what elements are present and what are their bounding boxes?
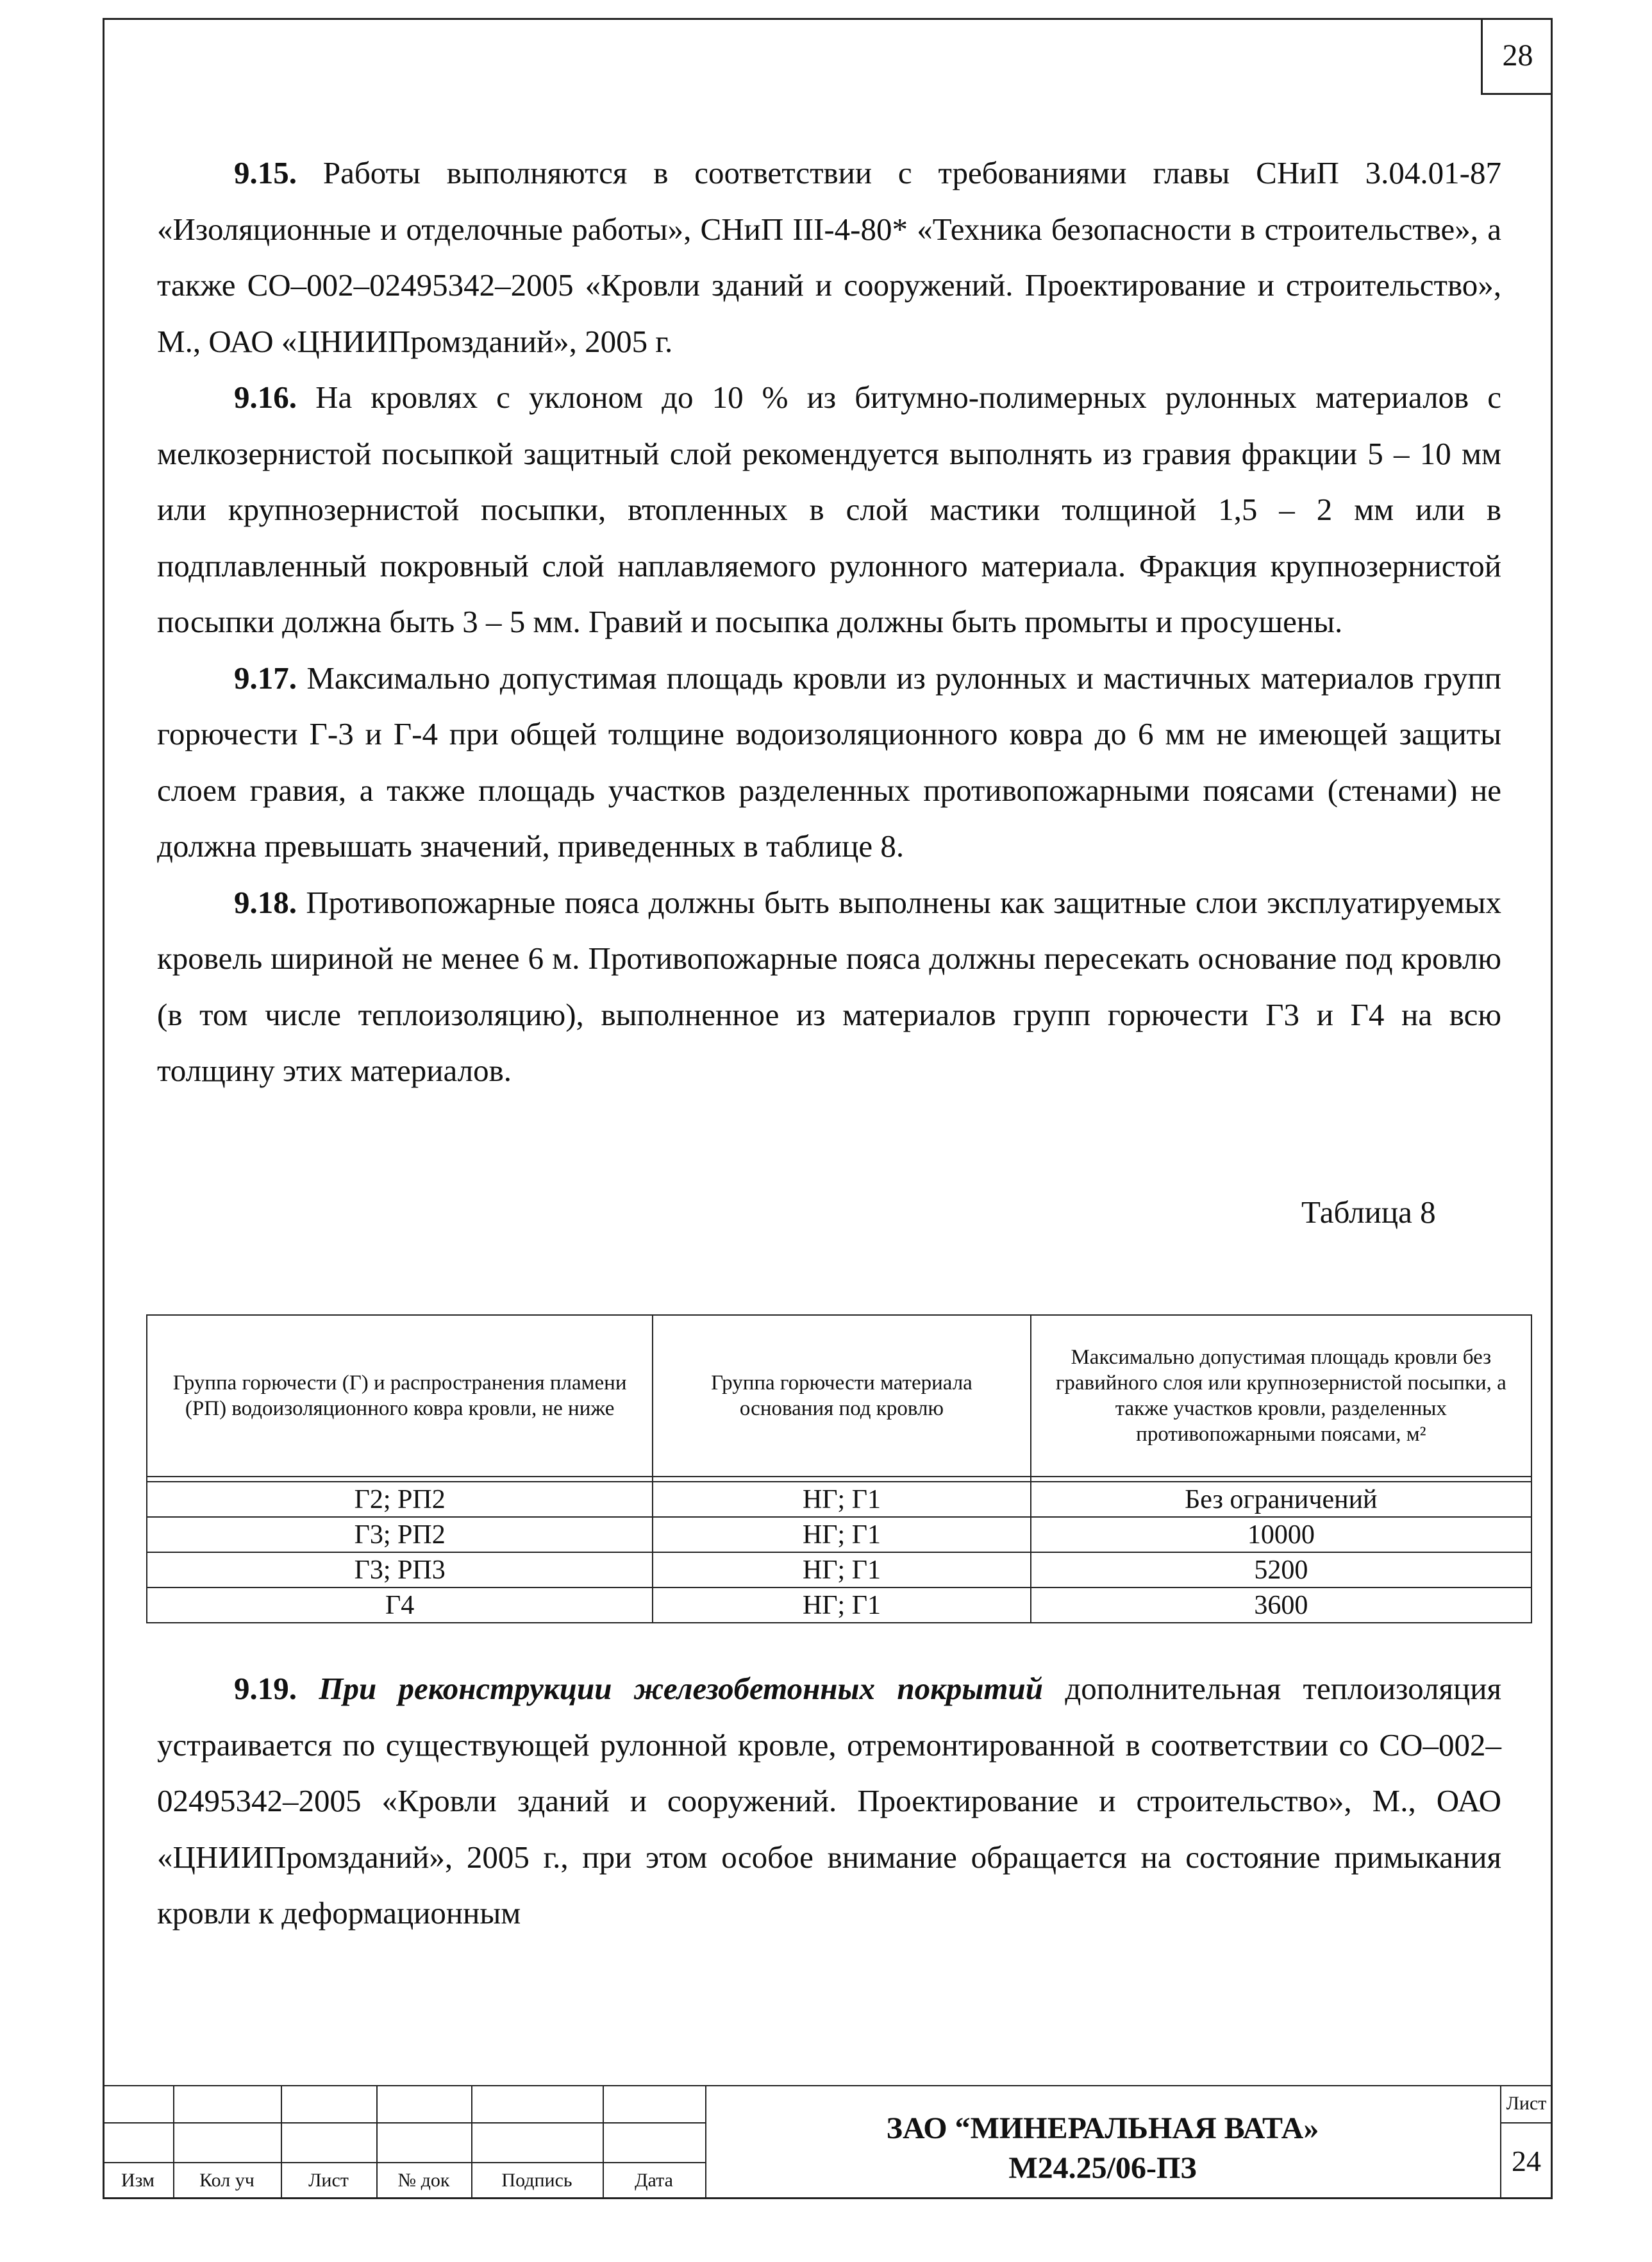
section-number: 9.19.: [234, 1671, 297, 1706]
title-block: [103, 2085, 1553, 2199]
section-number: 9.18.: [234, 884, 297, 920]
paragraph-9-18: 9.18. Противопожарные пояса должны быть выполнены как защитные слои эксплуатируемых кровель шириной не менее 6 м. Противопожарные пояса должны пересекать основание под кровлю (в том числе теплоизоляцию), выполненное из материалов групп горючести Г3 и Г4 на всю толщину этих материалов.: [157, 884, 1501, 1088]
table-row: Г3; РП3 НГ; Г1 5200: [147, 1552, 1531, 1588]
table-row: Г3; РП2 НГ; Г1 10000: [147, 1517, 1531, 1552]
table-row: Г2; РП2 НГ; Г1 Без ограничений: [147, 1482, 1531, 1517]
sheet-number: 24: [1512, 2144, 1541, 2177]
main-text-continued: [157, 1661, 1501, 1941]
section-number: 9.16.: [234, 380, 297, 415]
table-row: Г4 НГ; Г1 3600: [147, 1588, 1531, 1623]
paragraph-9-15: 9.15. Работы выполняются в соответствии с требованиями главы СНиП 3.04.01-87 «Изоляционные и отделочные работы», СНиП III-4-80* «Техника безопасности в строительстве», а также СО–002–02495342–2005 «Кровли зданий и сооружений. Проектирование и строительство», М., ОАО «ЦНИИПромзданий», 2005 г.: [157, 155, 1501, 359]
header-roof-class: Группа горючести (Г) и распространения пламени (РП) водоизоляционного ковра кровли, не ниже: [147, 1315, 653, 1477]
stamp-label: № док: [397, 2170, 450, 2191]
header-max-area: Максимально допустимая площадь кровли без гравийного слоя или крупнозернистой посыпки, а также участков кровли, разделенных противопожарными поясами, м²: [1031, 1315, 1531, 1477]
main-text: [157, 145, 1501, 1099]
sheet-label: Лист: [1506, 2093, 1547, 2114]
section-number: 9.17.: [234, 660, 297, 696]
emphasis-text: При реконструкции железобетонных покрытий: [319, 1671, 1044, 1706]
stamp-label: Изм: [121, 2170, 155, 2191]
organization-name: ЗАО “МИНЕРАЛЬНАЯ ВАТА»: [886, 2111, 1319, 2145]
table-8: [146, 1314, 1532, 1623]
paragraph-9-17: 9.17. Максимально допустимая площадь кровли из рулонных и мастичных материалов групп горючести Г-3 и Г-4 при общей толщине водоизоляционного ковра до 6 мм не имеющей защиты слоем гравия, а также площадь участков разделенных противопожарными поясами (стенами) не должна превышать значений, приведенных в таблице 8.: [157, 660, 1501, 864]
section-number: 9.15.: [234, 155, 297, 190]
table-separator: [147, 1477, 1531, 1482]
page-number: 28: [1481, 18, 1553, 95]
paragraph-9-19: 9.19. При реконструкции железобетонных покрытий дополнительная теплоизоляция устраивается по существующей рулонной кровле, отремонтированной в соответствии со СО–002–02495342–2005 «Кровли зданий и сооружений. Проектирование и строительство», М., ОАО «ЦНИИПромзданий», 2005 г., при этом особое внимание обращается на состояние примыкания кровли к деформационным: [157, 1671, 1502, 1931]
stamp-label: Лист: [308, 2170, 349, 2191]
paragraph-9-16: 9.16. На кровлях с уклоном до 10 % из битумно-полимерных рулонных материалов с мелкозернистой посыпкой защитный слой рекомендуется выполнять из гравия фракции 5 – 10 мм или крупнозернистой посыпки, втопленных в слой мастики толщиной 1,5 – 2 мм или в подплавленный покровный слой наплавляемого рулонного материала. Фракция крупнозернистой посыпки должна быть 3 – 5 мм. Гравий и посыпка должны быть промыты и просушены.: [157, 380, 1501, 639]
table-caption: Таблица 8: [1301, 1194, 1436, 1230]
stamp-label: Дата: [635, 2170, 673, 2191]
stamp-label: Подпись: [501, 2170, 572, 2191]
document-code: М24.25/06-ПЗ: [1008, 2151, 1197, 2185]
stamp-label: Кол уч: [199, 2170, 254, 2191]
table-header-row: [147, 1315, 1531, 1477]
header-base-class: Группа горючести материала основания под кровлю: [653, 1315, 1030, 1477]
